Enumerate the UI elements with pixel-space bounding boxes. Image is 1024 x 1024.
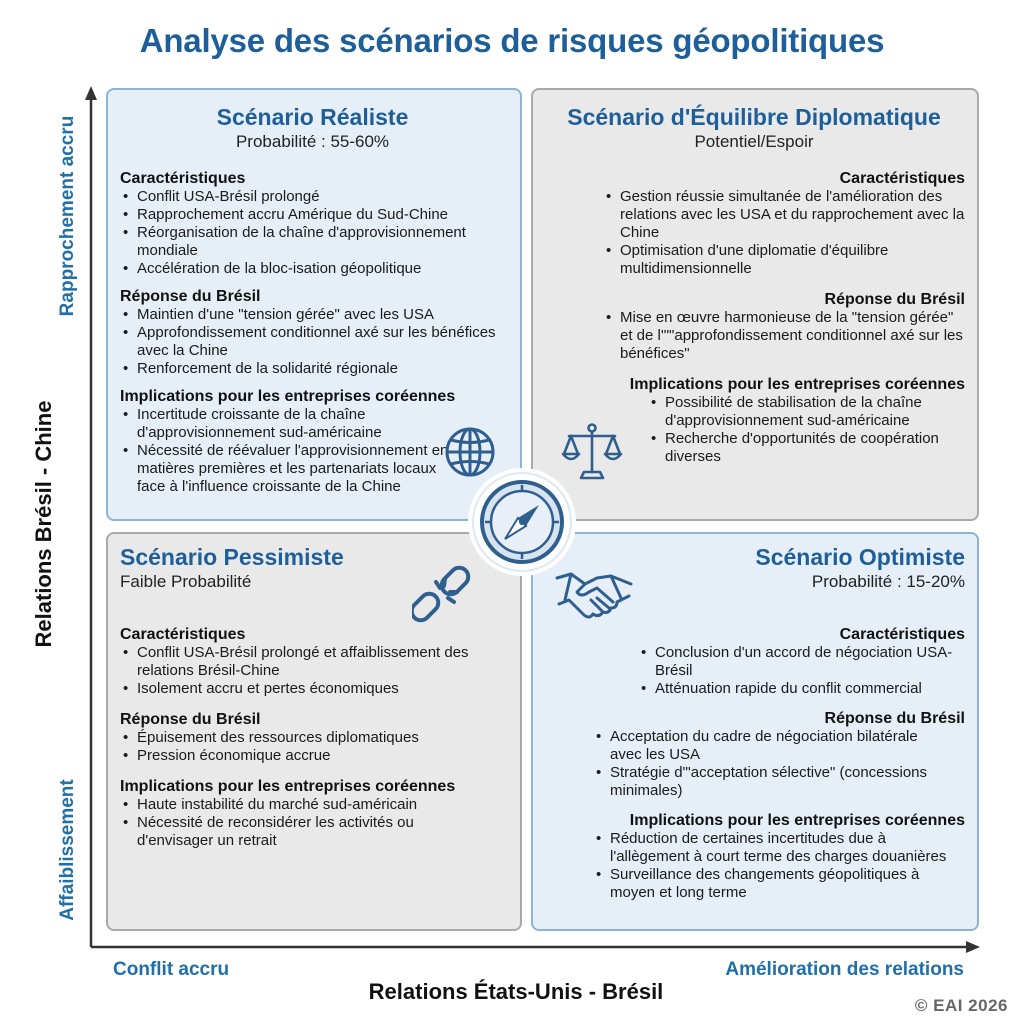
list-item: • Nécessité de réévaluer l'approvisionnement en matières premières et les partenariats locaux face à l'influence croissante de la Chine: [120, 442, 450, 496]
quadrant-pessimistic: [106, 532, 522, 931]
quadrant-realistic: [106, 88, 522, 521]
section-characteristics: [120, 626, 500, 698]
section-heading: Caractéristiques: [839, 626, 965, 643]
section-characteristics: [593, 626, 965, 698]
y-axis-top-label: Rapprochement accru: [57, 115, 78, 317]
quadrant-subtitle: Faible Probabilité: [120, 572, 252, 591]
list-item: • Nécessité de reconsidérer les activités ou d'envisager un retrait: [120, 814, 450, 850]
quadrant-subtitle: Probabilité : 55-60%: [235, 132, 390, 151]
list-item: • Possibilité de stabilisation de la chaîne d'approvisionnement sud-américaine: [648, 394, 965, 430]
list-item: • Surveillance des changements géopolitiques à moyen et long terme: [593, 866, 965, 902]
section-heading: Réponse du Brésil: [120, 711, 261, 728]
list-item: • Haute instabilité du marché sud-américain: [120, 796, 450, 814]
y-axis-bottom-label: Affaiblissement: [57, 779, 78, 921]
section-heading: Caractéristiques: [120, 170, 246, 187]
list-item: • Conclusion d'un accord de négociation USA-Brésil: [638, 644, 965, 680]
list-item: • Renforcement de la solidarité régionale: [120, 360, 505, 378]
page-title: Analyse des scénarios de risques géopolitiques: [139, 22, 885, 59]
section-heading: Implications pour les entreprises coréennes: [629, 812, 965, 829]
x-axis-label: Relations États-Unis - Brésil: [368, 979, 664, 1004]
section-heading: Implications pour les entreprises coréennes: [629, 376, 965, 393]
section-implications: [603, 376, 965, 466]
section-heading: Caractéristiques: [839, 170, 965, 187]
quadrant-subtitle: Probabilité : 15-20%: [811, 572, 965, 591]
list-item: • Optimisation d'une diplomatie d'équilibre multidimensionnelle: [603, 242, 965, 278]
list-item: • Stratégie d'"acceptation sélective" (concessions minimales): [593, 764, 948, 800]
list-item: • Réduction de certaines incertitudes due à l'allègement à court terme des charges douanières: [593, 830, 965, 866]
quadrant-title: Scénario Pessimiste: [120, 544, 344, 570]
list-item: • Conflit USA-Brésil prolongé et affaiblissement des relations Brésil-Chine: [120, 644, 500, 680]
list-item: • Mise en œuvre harmonieuse de la "tension gérée" et de l'""approfondissement conditionnel axé sur les bénéfices": [603, 309, 965, 363]
list-item: • Isolement accru et pertes économiques: [120, 680, 500, 698]
y-axis-label: Relations Brésil - Chine: [31, 400, 56, 648]
list-item: • Acceptation du cadre de négociation bilatérale avec les USA: [593, 728, 948, 764]
section-characteristics: [603, 170, 965, 278]
section-heading: Réponse du Brésil: [824, 710, 965, 727]
broken-chain-icon: [412, 562, 476, 626]
list-item: • Recherche d'opportunités de coopération diverses: [648, 430, 965, 466]
list-item: • Accélération de la bloc-isation géopolitique: [120, 260, 505, 278]
list-item: • Atténuation rapide du conflit commercial: [638, 680, 965, 698]
list-item: • Approfondissement conditionnel axé sur les bénéfices avec la Chine: [120, 324, 505, 360]
section-heading: Implications pour les entreprises coréennes: [120, 388, 456, 405]
x-axis-left-label: Conflit accru: [113, 959, 230, 980]
section-implications: [593, 812, 965, 902]
compass-icon: [468, 468, 576, 576]
copyright: © EAI 2026: [914, 996, 1008, 1015]
section-implications: [120, 778, 500, 850]
section-heading: Réponse du Brésil: [824, 291, 965, 308]
section-heading: Implications pour les entreprises coréennes: [120, 778, 456, 795]
quadrant-diplomatic-balance: [531, 88, 979, 521]
section-response: [120, 711, 500, 765]
section-response: [120, 288, 505, 378]
section-heading: Caractéristiques: [120, 626, 246, 643]
list-item: • Rapprochement accru Amérique du Sud-Chine: [120, 206, 505, 224]
quadrant-subtitle: Potentiel/Espoir: [694, 132, 814, 151]
list-item: • Incertitude croissante de la chaîne d'approvisionnement sud-américaine: [120, 406, 420, 442]
quadrant-title: Scénario Optimiste: [755, 544, 965, 570]
list-item: • Réorganisation de la chaîne d'approvisionnement mondiale: [120, 224, 505, 260]
list-item: • Pression économique accrue: [120, 747, 500, 765]
section-response: [603, 291, 965, 363]
section-heading: Réponse du Brésil: [120, 288, 261, 305]
section-response: [593, 710, 965, 800]
list-item: • Conflit USA-Brésil prolongé: [120, 188, 505, 206]
list-item: • Épuisement des ressources diplomatiques: [120, 729, 500, 747]
list-item: • Maintien d'une "tension gérée" avec les USA: [120, 306, 505, 324]
list-item: • Gestion réussie simultanée de l'amélioration des relations avec les USA et du rapprochement avec la Chine: [603, 188, 965, 242]
quadrant-title: Scénario d'Équilibre Diplomatique: [567, 104, 941, 130]
compass-badge: [468, 468, 576, 576]
quadrant-title: Scénario Réaliste: [216, 104, 409, 130]
x-axis-right-label: Amélioration des relations: [725, 959, 964, 980]
quadrant-optimistic: [531, 532, 979, 931]
section-characteristics: [120, 170, 505, 278]
